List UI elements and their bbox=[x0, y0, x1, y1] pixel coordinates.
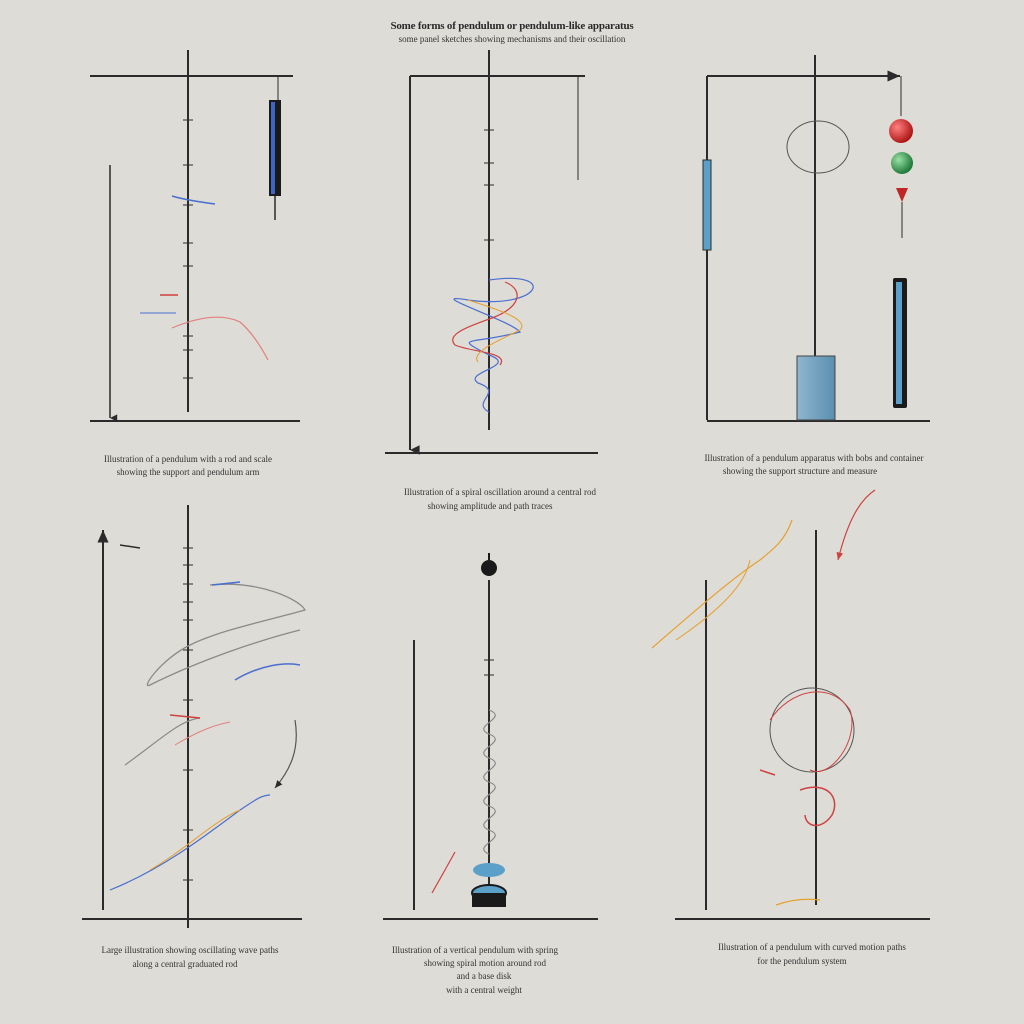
panel-5-caption-3: and a base disk bbox=[456, 971, 512, 981]
red-bob-icon bbox=[889, 119, 913, 143]
panel-1-caption-2: showing the support and pendulum arm bbox=[116, 467, 260, 477]
green-bob-icon bbox=[891, 152, 913, 174]
panel-1 bbox=[90, 50, 300, 421]
panel-5-caption-4: with a central weight bbox=[446, 985, 522, 995]
page-subtitle: some panel sketches showing mechanisms and their oscillation bbox=[398, 34, 626, 44]
panel-3-caption-2: showing the support structure and measure bbox=[722, 466, 878, 476]
panel-4-caption-1: Large illustration showing oscillating wave paths bbox=[101, 945, 279, 955]
panel-3 bbox=[703, 55, 930, 421]
panel-1-caption-1: Illustration of a pendulum with a rod and scale bbox=[104, 454, 272, 464]
panel-4 bbox=[82, 505, 305, 928]
water-container bbox=[797, 356, 835, 420]
panel-2 bbox=[385, 50, 598, 453]
panel-6 bbox=[652, 490, 930, 919]
panel-5 bbox=[383, 553, 598, 919]
panel-5-caption-1: Illustration of a vertical pendulum with spring bbox=[392, 945, 558, 955]
top-weight-icon bbox=[481, 560, 497, 576]
panel-5-caption-2: showing spiral motion around rod bbox=[424, 958, 546, 968]
panel-2-caption-2: showing amplitude and path traces bbox=[427, 501, 553, 511]
panel-6-caption-2: for the pendulum system bbox=[757, 956, 847, 966]
page-title: Some forms of pendulum or pendulum-like apparatus bbox=[390, 20, 634, 32]
panel-4-caption-2: along a central graduated rod bbox=[132, 959, 238, 969]
panel-3-caption-1: Illustration of a pendulum apparatus with bobs and container bbox=[704, 453, 924, 463]
panel-2-caption-1: Illustration of a spiral oscillation around a central rod bbox=[404, 487, 596, 497]
panel-6-caption-1: Illustration of a pendulum with curved motion paths bbox=[718, 942, 906, 952]
